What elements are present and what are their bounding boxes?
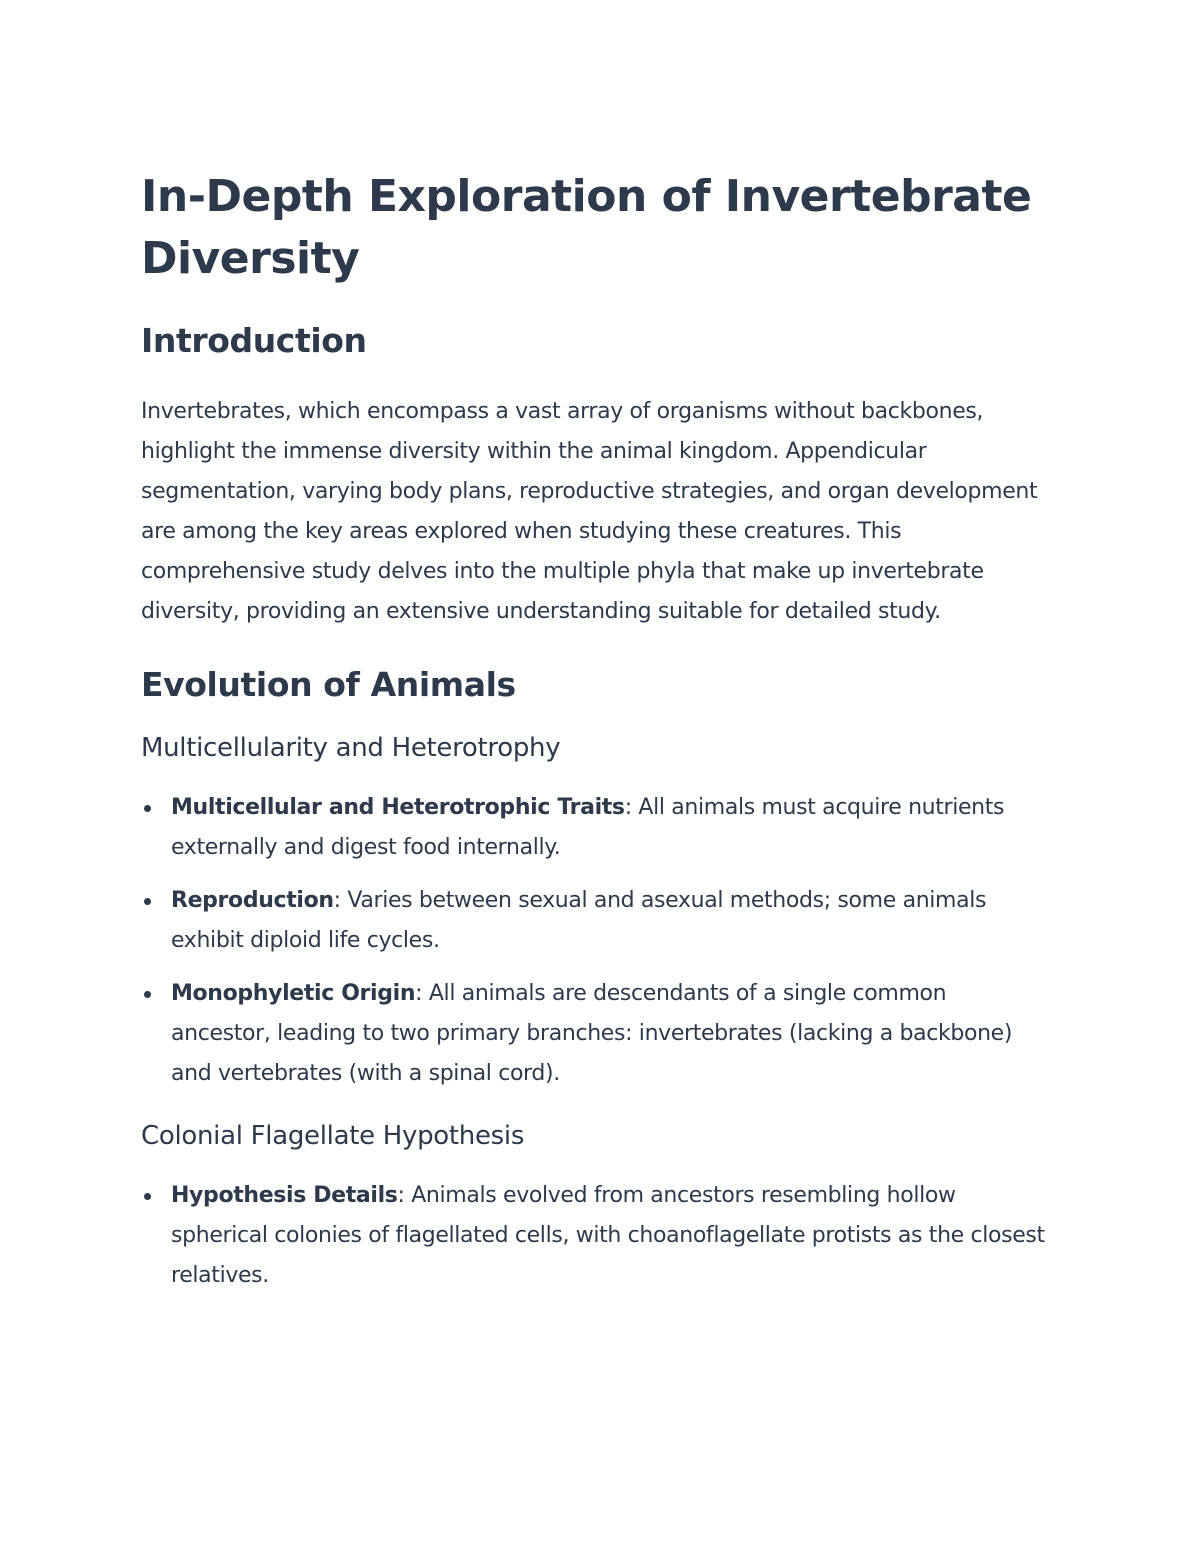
bullet-icon <box>144 898 151 905</box>
list-item-term: Multicellular and Heterotrophic Traits <box>171 795 625 820</box>
list-item <box>141 974 1051 1094</box>
section-heading-evolution: Evolution of Animals <box>141 665 516 704</box>
list-item <box>141 1176 1051 1296</box>
list-item <box>141 788 1051 868</box>
list-item-text: : All animals must acquire nutrients externally and digest food internally. <box>171 795 1005 860</box>
bullet-icon <box>144 1193 151 1200</box>
multicellularity-list <box>141 788 1051 1094</box>
bullet-icon <box>144 805 151 812</box>
list-item-text: : Varies between sexual and asexual methods; some animals exhibit diploid life cycles. <box>171 888 987 953</box>
list-item-term: Reproduction <box>171 888 334 913</box>
list-item-text: : Animals evolved from ancestors resembling hollow spherical colonies of flagellated cells, with choanoflagellate protists as the closest relatives. <box>171 1183 1045 1288</box>
document-page <box>141 166 1051 1309</box>
introduction-paragraph: Invertebrates, which encompass a vast array of organisms without backbones, highlight the immense diversity within the animal kingdom. Appendicular segmentation, varying body plans, reproductive strategies, and organ development are among the key areas explored when studying these creatures. This comprehensive study delves into the multiple phyla that make up invertebrate diversity, providing an extensive understanding suitable for detailed study. <box>141 399 1038 624</box>
colonial-flagellate-list <box>141 1176 1051 1296</box>
subsection-heading-multicellularity: Multicellularity and Heterotrophy <box>141 733 561 763</box>
list-item-term: Monophyletic Origin <box>171 981 416 1006</box>
list-item-text: : All animals are descendants of a single common ancestor, leading to two primary branches: invertebrates (lacking a backbone) and vertebrates (with a spinal cord). <box>171 981 1013 1086</box>
subsection-heading-colonial-flagellate: Colonial Flagellate Hypothesis <box>141 1121 525 1151</box>
list-item-term: Hypothesis Details <box>171 1183 398 1208</box>
list-item <box>141 881 1051 961</box>
bullet-icon <box>144 991 151 998</box>
document-title: In-Depth Exploration of Invertebrate Diversity <box>141 171 1032 284</box>
section-heading-introduction: Introduction <box>141 321 367 360</box>
